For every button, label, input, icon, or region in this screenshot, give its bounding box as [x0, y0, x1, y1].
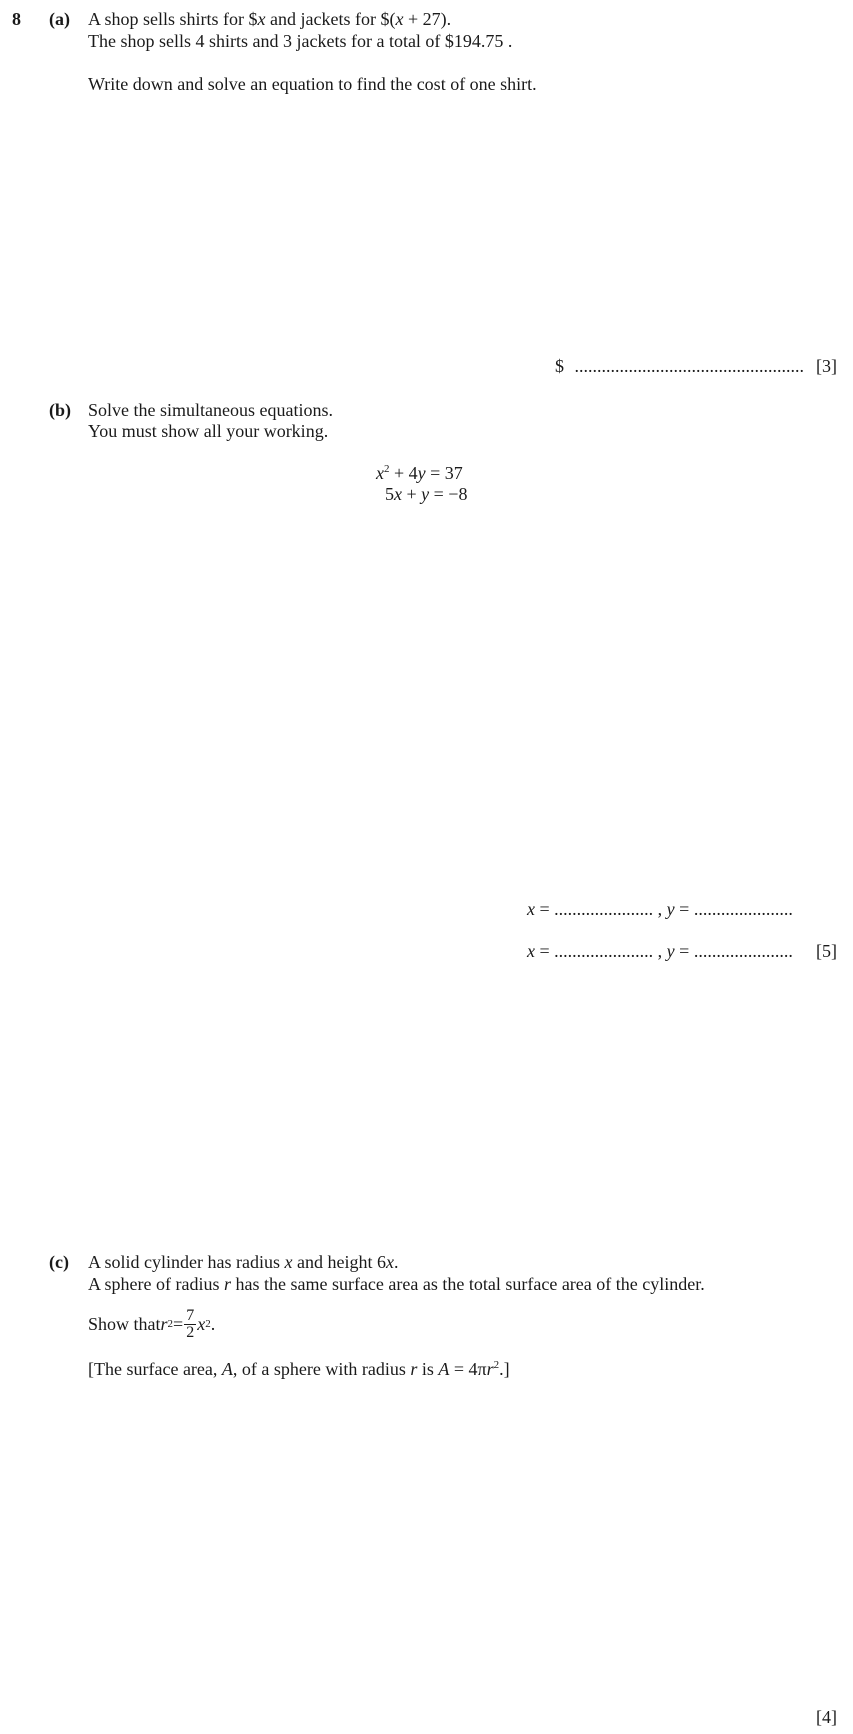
part-b-line1: Solve the simultaneous equations. [88, 400, 333, 420]
part-b-answer-row-1: x = ...................... , y = ...................... [527, 899, 793, 919]
part-c-line2: A sphere of radius r has the same surface area as the total surface area of the cylinder. [88, 1274, 705, 1294]
part-a-instruction: Write down and solve an equation to find the cost of one shirt. [88, 74, 537, 94]
equation-1: $x^2 + 4y = 37$ [376, 463, 463, 483]
part-a-label: (a) [49, 9, 70, 29]
y2-blank[interactable]: ...................... [693, 941, 793, 961]
part-c-line1: A solid cylinder has radius x and height 6x. [88, 1252, 399, 1272]
y1-blank[interactable]: ...................... [693, 899, 793, 919]
part-c-label: (c) [49, 1252, 69, 1272]
part-b-marks: [5] [816, 941, 837, 961]
part-a-marks: [3] [816, 356, 837, 376]
part-a-answer-line [555, 356, 804, 377]
answer-blank[interactable]: ................................................... [574, 356, 804, 376]
part-b-label: (b) [49, 400, 71, 420]
part-c-hint: [The surface area, A, of a sphere with radius r is $A = 4\pi r^2$.] [88, 1359, 510, 1379]
equation-2: 5x + y = −8 [385, 484, 468, 504]
part-b-answer-row-2: x = ...................... , y = ...................... [527, 941, 793, 961]
x2-blank[interactable]: ...................... [554, 941, 654, 961]
fraction-seven-halves: $\frac{7}{2}$ [186, 1306, 195, 1341]
question-number: 8 [12, 9, 21, 29]
part-b-line2: You must show all your working. [88, 421, 329, 441]
x1-blank[interactable]: ...................... [554, 899, 654, 919]
part-a-line2: The shop sells 4 shirts and 3 jackets for a total of $194.75 . [88, 31, 513, 51]
part-c-show-that: Show that r 2 = $\frac{7}{2}$ x 2 . [88, 1306, 216, 1341]
dollar-sign: $ [555, 356, 564, 376]
part-c-marks: [4] [816, 1707, 837, 1727]
part-a-line1: A shop sells shirts for $x and jackets for $(x + 27). [88, 9, 452, 29]
